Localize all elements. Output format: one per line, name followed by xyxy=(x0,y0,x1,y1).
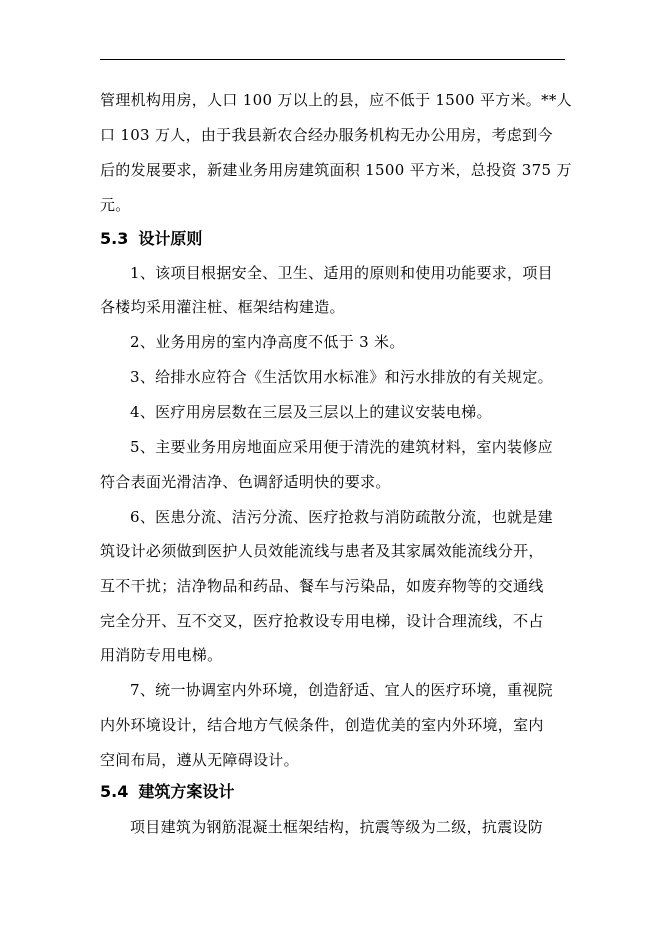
section-number: 5.3 xyxy=(100,229,129,248)
section-heading-5-3 xyxy=(100,228,202,250)
intro-line-2: 口 103 万人，由于我县新农合经办服务机构无办公用房，考虑到今 xyxy=(100,126,553,144)
principle-6-line-5: 用消防专用电梯。 xyxy=(100,646,223,664)
section-number: 5.4 xyxy=(100,782,129,801)
principle-1-line-2: 各楼均采用灌注桩、框架结构建造。 xyxy=(100,298,345,316)
intro-line-1: 管理机构用房，人口 100 万以上的县，应不低于 1500 平方米。**人 xyxy=(100,91,572,109)
principle-1-line-1: 1、该项目根据安全、卫生、适用的原则和使用功能要求，项目 xyxy=(130,264,553,282)
header-rule xyxy=(100,59,565,60)
section-title: 设计原则 xyxy=(138,229,203,248)
principle-6-line-2: 筑设计必须做到医护人员效能流线与患者及其家属效能流线分开， xyxy=(100,542,544,560)
design-line-1: 项目建筑为钢筋混凝土框架结构，抗震等级为二级，抗震设防 xyxy=(130,818,544,836)
intro-line-3: 后的发展要求，新建业务用房建筑面积 1500 平方米，总投资 375 万 xyxy=(100,161,572,179)
principle-5-line-2: 符合表面光滑洁净、色调舒适明快的要求。 xyxy=(100,473,391,491)
principle-6-line-3: 互不干扰；洁净物品和药品、餐车与污染品，如废弃物等的交通线 xyxy=(100,577,544,595)
principle-6-line-4: 完全分开、互不交叉，医疗抢救设专用电梯，设计合理流线，不占 xyxy=(100,612,544,630)
intro-line-4: 元。 xyxy=(100,196,131,214)
section-heading-5-4 xyxy=(100,781,234,803)
principle-7-line-2: 内外环境设计，结合地方气候条件，创造优美的室内外环境，室内 xyxy=(100,716,544,734)
principle-2: 2、业务用房的室内净高度不低于 3 米。 xyxy=(130,333,405,351)
principle-6-line-1: 6、医患分流、洁污分流、医疗抢救与消防疏散分流，也就是建 xyxy=(130,508,553,526)
principle-5-line-1: 5、主要业务用房地面应采用便于清洗的建筑材料，室内装修应 xyxy=(130,438,553,456)
principle-7-line-1: 7、统一协调室内外环境，创造舒适、宜人的医疗环境，重视院 xyxy=(130,681,553,699)
section-title: 建筑方案设计 xyxy=(138,782,235,801)
principle-4: 4、医疗用房层数在三层及三层以上的建议安装电梯。 xyxy=(130,403,492,421)
principle-3: 3、给排水应符合《生活饮用水标准》和污水排放的有关规定。 xyxy=(130,368,553,386)
principle-7-line-3: 空间布局，遵从无障碍设计。 xyxy=(100,751,299,769)
